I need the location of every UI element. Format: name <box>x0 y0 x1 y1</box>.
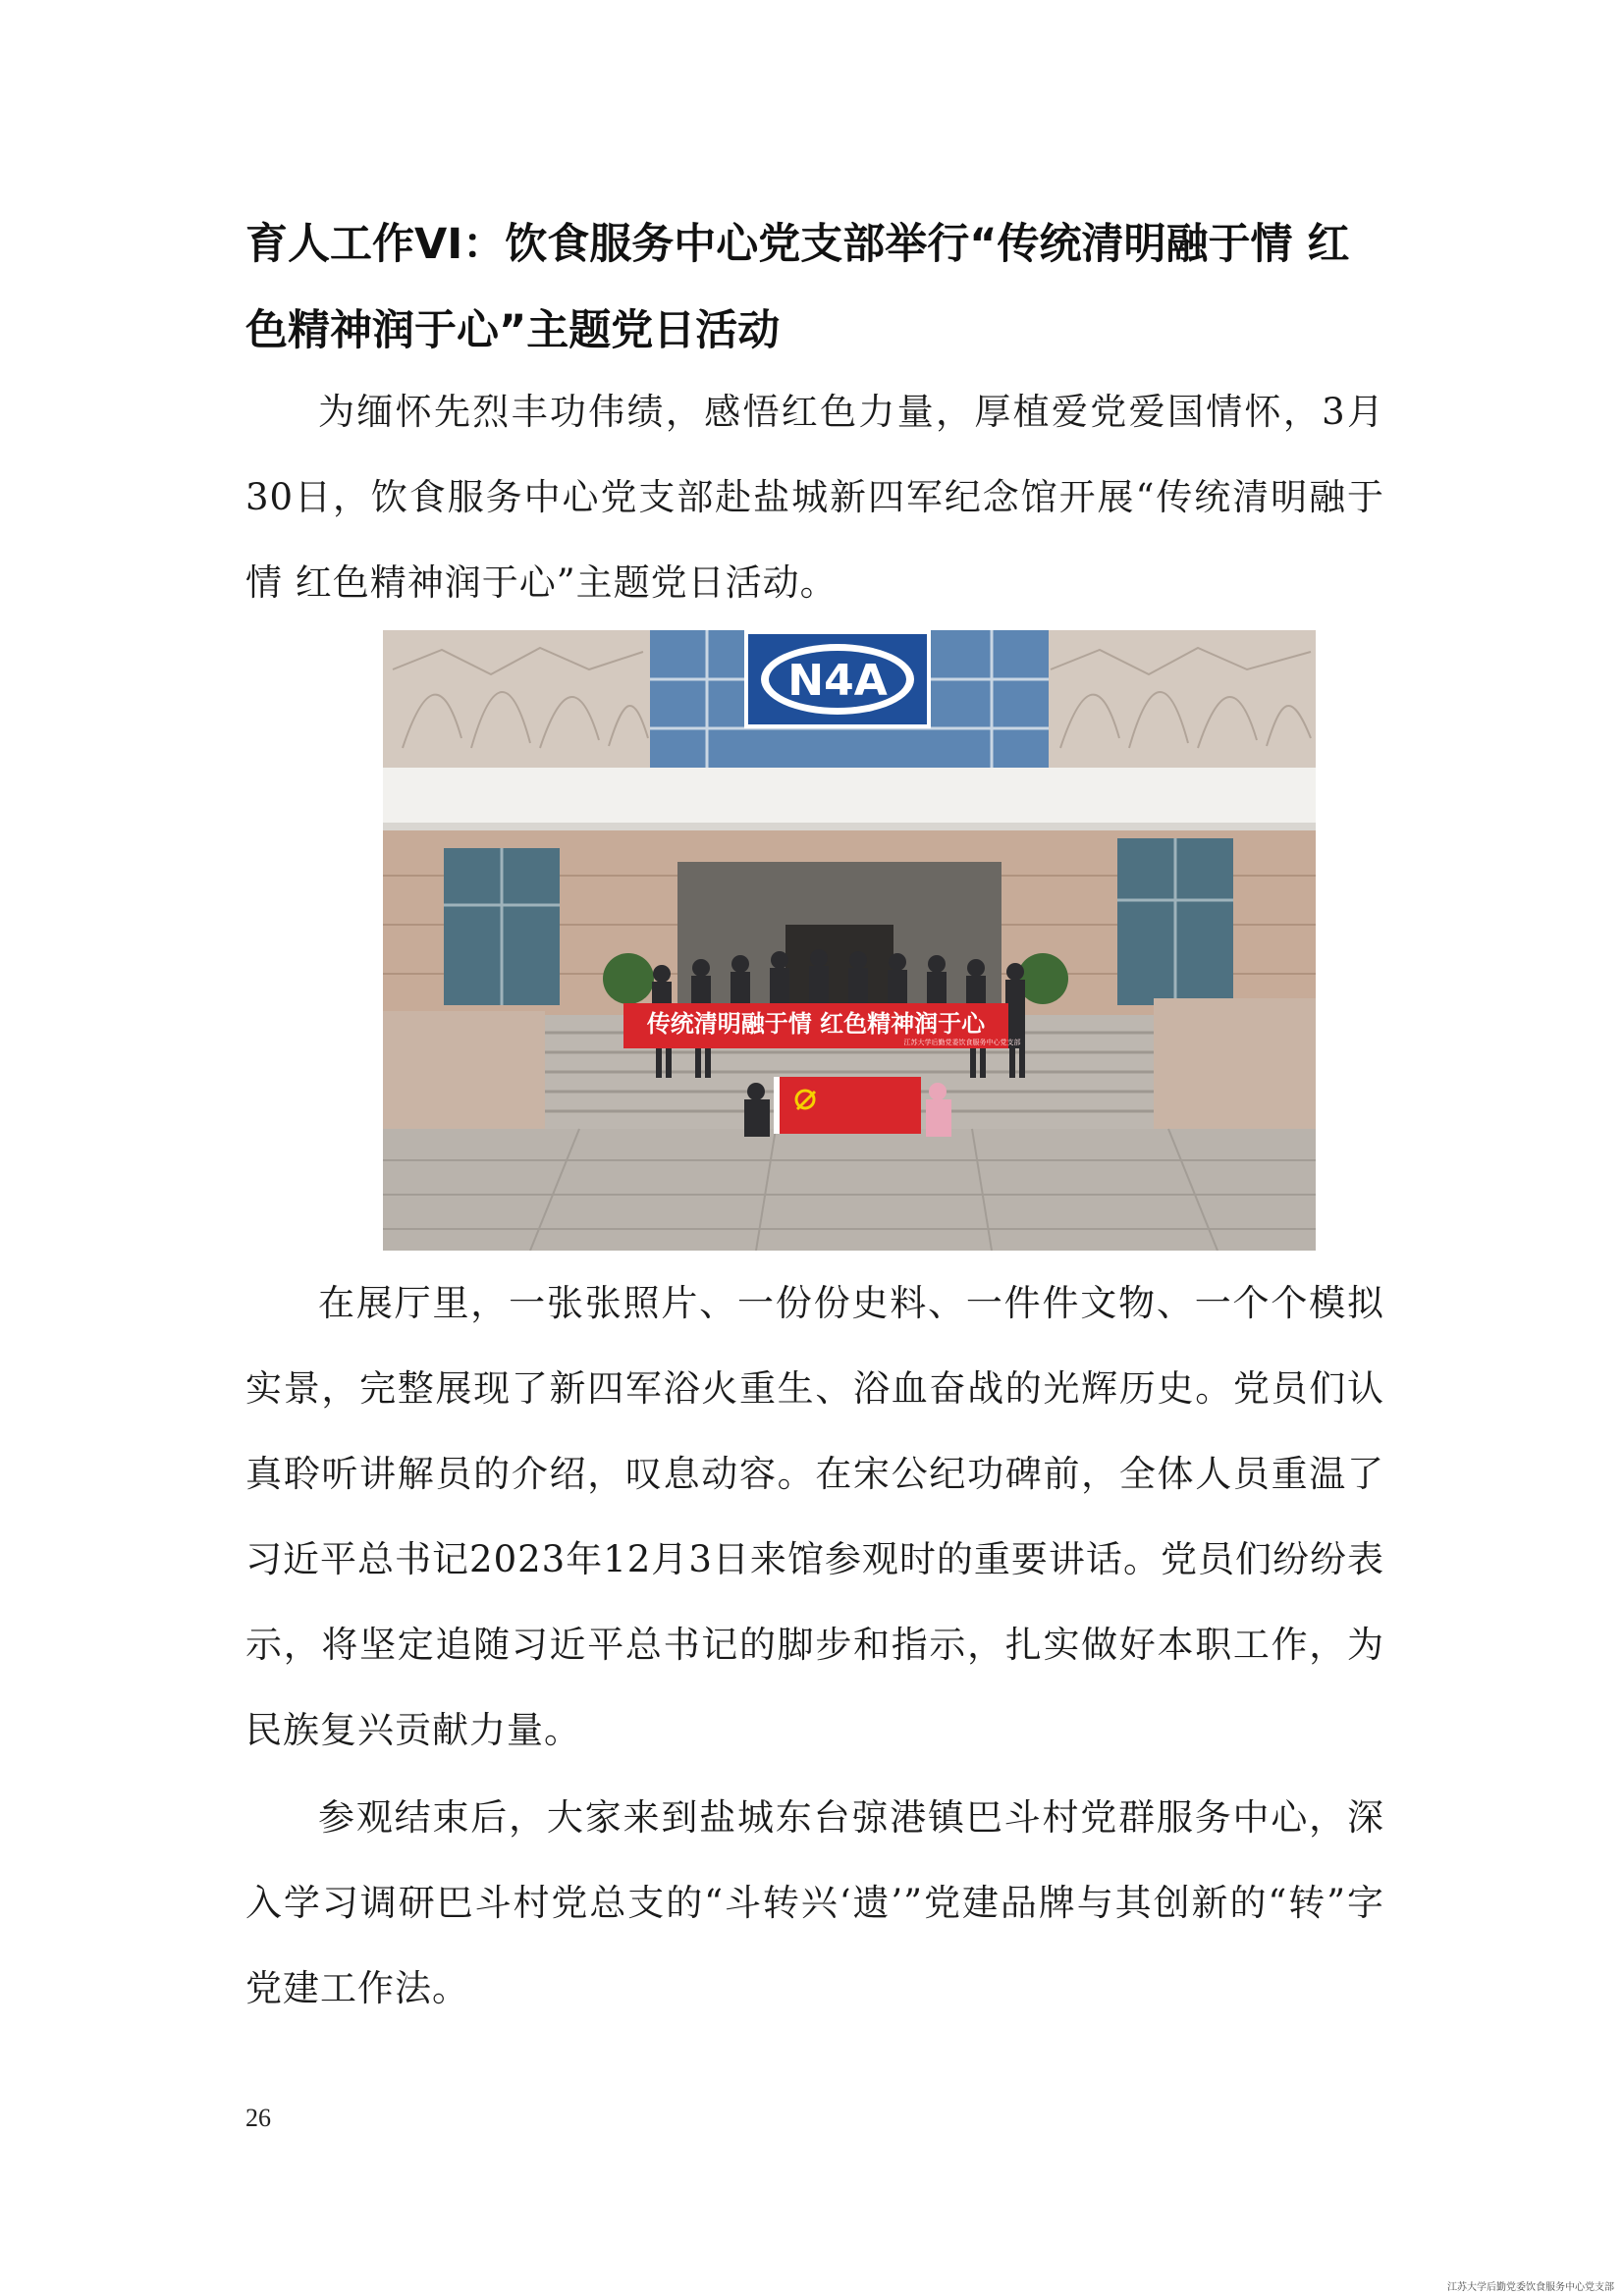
page-number: 26 <box>245 2104 271 2132</box>
paragraph-exhibition: 在展厅里，一张张照片、一份份史料、一件件文物、一个个模拟实景，完整展现了新四军浴火重生、浴血奋战的光辉历史。党员们认真聆听讲解员的介绍，叹息动容。在宋公纪功碑前，全体人员重温了习近平总书记2023年12月3日来馆参观时的重要讲话。党员们纷纷表示，将坚定追随习近平总书记的脚步和指示，扎实做好本职工作，为民族复兴贡献力量。 <box>245 1282 1384 1751</box>
paragraph-intro: 为缅怀先烈丰功伟绩，感悟红色力量，厚植爱党爱国情怀，3月30日，饮食服务中心党支部赴盐城新四军纪念馆开展“传统清明融于情 红色精神润于心”主题党日活动。 <box>245 391 1384 604</box>
banner-subtext: 江苏大学后勤党委饮食服务中心党支部 <box>903 1039 1021 1046</box>
svg-text:N4A: N4A <box>787 656 888 706</box>
paragraph-visit: 参观结束后，大家来到盐城东台弶港镇巴斗村党群服务中心，深入学习调研巴斗村党总支的“斗转兴‘遗’”党建品牌与其创新的“转”字党建工作法。 <box>245 1796 1384 2009</box>
article-title: 育人工作VI：饮食服务中心党支部举行“传统清明融于情 红色精神润于心”主题党日活动 <box>245 220 1350 355</box>
group-photo <box>383 630 1316 1251</box>
banner-text: 传统清明融于情 红色精神润于心 <box>646 1010 986 1038</box>
footer-stamp: 江苏大学后勤党委饮食服务中心党支部 <box>1447 2282 1614 2293</box>
